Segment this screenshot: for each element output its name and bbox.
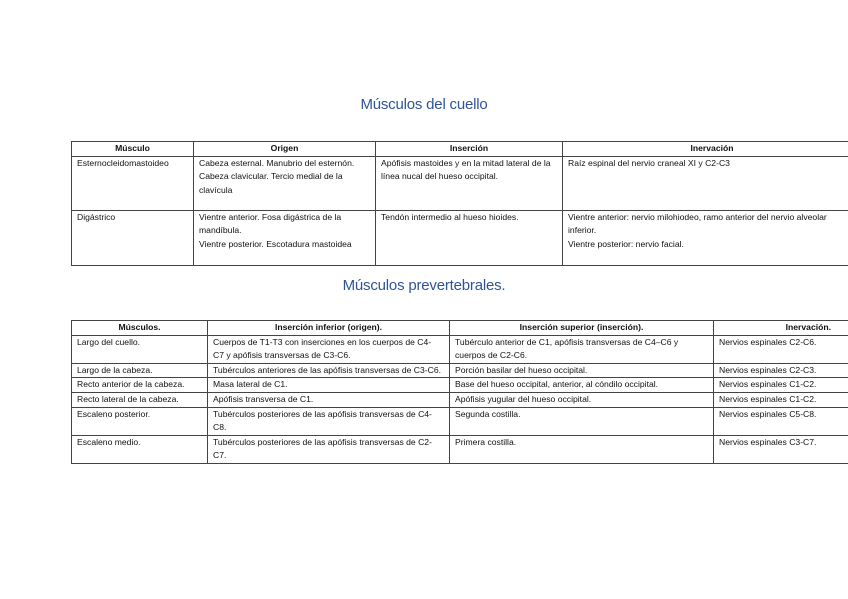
inervacion-line: Raíz espinal del nervio craneal XI y C2-C3 <box>568 157 730 168</box>
cell-musculo: Largo de la cabeza. <box>72 363 208 378</box>
cell-musculo: Largo del cuello. <box>72 335 208 363</box>
table-row <box>72 392 848 407</box>
table-row <box>72 156 848 210</box>
column-header: Origen <box>194 142 376 157</box>
cell-inervacion <box>563 210 848 265</box>
cell-insercion-superior: Primera costilla. <box>450 435 714 463</box>
cell-insercion: Apófisis mastoides y en la mitad lateral de la línea nucal del hueso occipital. <box>376 156 563 210</box>
table-row <box>72 210 848 265</box>
cell-inervacion: Nervios espinales C1-C2. <box>714 392 848 407</box>
table-row <box>72 435 848 463</box>
cell-musculo: Esternocleidomastoideo <box>72 156 194 210</box>
cell-musculo: Escaleno posterior. <box>72 407 208 435</box>
column-header: Inervación. <box>714 321 848 336</box>
cell-origen <box>194 156 376 210</box>
origen-line: Vientre anterior. Fosa digástrica de la mandíbula. <box>199 211 342 236</box>
table-row <box>72 407 848 435</box>
cell-insercion-superior: Apófisis yugular del hueso occipital. <box>450 392 714 407</box>
column-header: Inserción <box>376 142 563 157</box>
cell-origen <box>194 210 376 265</box>
cell-insercion-inferior: Cuerpos de T1-T3 con inserciones en los cuerpos de C4- C7 y apófisis transversas de C3-C6. <box>208 335 450 363</box>
cell-musculo: Digástrico <box>72 210 194 265</box>
neck-muscles-table <box>71 141 848 266</box>
origen-line: Cabeza clavicular. Tercio medial de la clavícula <box>199 171 343 195</box>
table-row <box>72 363 848 378</box>
cell-musculo: Recto anterior de la cabeza. <box>72 378 208 393</box>
cell-inervacion <box>563 156 848 210</box>
cell-inervacion: Nervios espinales C2-C3. <box>714 363 848 378</box>
table-row <box>72 335 848 363</box>
cell-insercion-superior: Base del hueso occipital, anterior, al cóndilo occipital. <box>450 378 714 393</box>
cell-inervacion: Nervios espinales C3-C7. <box>714 435 848 463</box>
column-header: Inserción superior (inserción). <box>450 321 714 336</box>
column-header: Inervación <box>563 142 848 157</box>
inervacion-line: Vientre anterior: nervio milohiodeo, ramo anterior del nervio alveolar inferior. <box>568 211 827 236</box>
cell-insercion: Tendón intermedio al hueso hioides. <box>376 210 563 265</box>
table-header-row <box>72 321 848 336</box>
cell-insercion-inferior: Masa lateral de C1. <box>208 378 450 393</box>
cell-inervacion: Nervios espinales C2-C6. <box>714 335 848 363</box>
section-title-prevertebrales: Músculos prevertebrales. <box>342 277 506 294</box>
cell-insercion-inferior: Apófisis transversa de C1. <box>208 392 450 407</box>
cell-insercion-superior: Tubérculo anterior de C1, apófisis transversas de C4–C6 y cuerpos de C2-C6. <box>450 335 714 363</box>
origen-line: Vientre posterior. Escotadura mastoidea <box>199 238 352 249</box>
column-header: Músculos. <box>72 321 208 336</box>
column-header: Inserción inferior (origen). <box>208 321 450 336</box>
cell-insercion-inferior: Tubérculos posteriores de las apófisis transversas de C2-C7. <box>208 435 450 463</box>
origen-line: Cabeza esternal. Manubrio del esternón. <box>199 157 355 168</box>
inervacion-line: Vientre posterior: nervio facial. <box>568 238 684 249</box>
table-row <box>72 378 848 393</box>
cell-musculo: Escaleno medio. <box>72 435 208 463</box>
column-header: Músculo <box>72 142 194 157</box>
cell-insercion-inferior: Tubérculos posteriores de las apófisis transversas de C4-C8. <box>208 407 450 435</box>
cell-musculo: Recto lateral de la cabeza. <box>72 392 208 407</box>
cell-insercion-superior: Segunda costilla. <box>450 407 714 435</box>
cell-inervacion: Nervios espinales C1-C2. <box>714 378 848 393</box>
table-header-row <box>72 142 848 157</box>
cell-insercion-inferior: Tubérculos anteriores de las apófisis transversas de C3-C6. <box>208 363 450 378</box>
cell-insercion-superior: Porción basilar del hueso occipital. <box>450 363 714 378</box>
cell-inervacion: Nervios espinales C5-C8. <box>714 407 848 435</box>
section-title-cuello: Músculos del cuello <box>360 96 488 113</box>
prevertebral-muscles-table <box>71 320 848 464</box>
